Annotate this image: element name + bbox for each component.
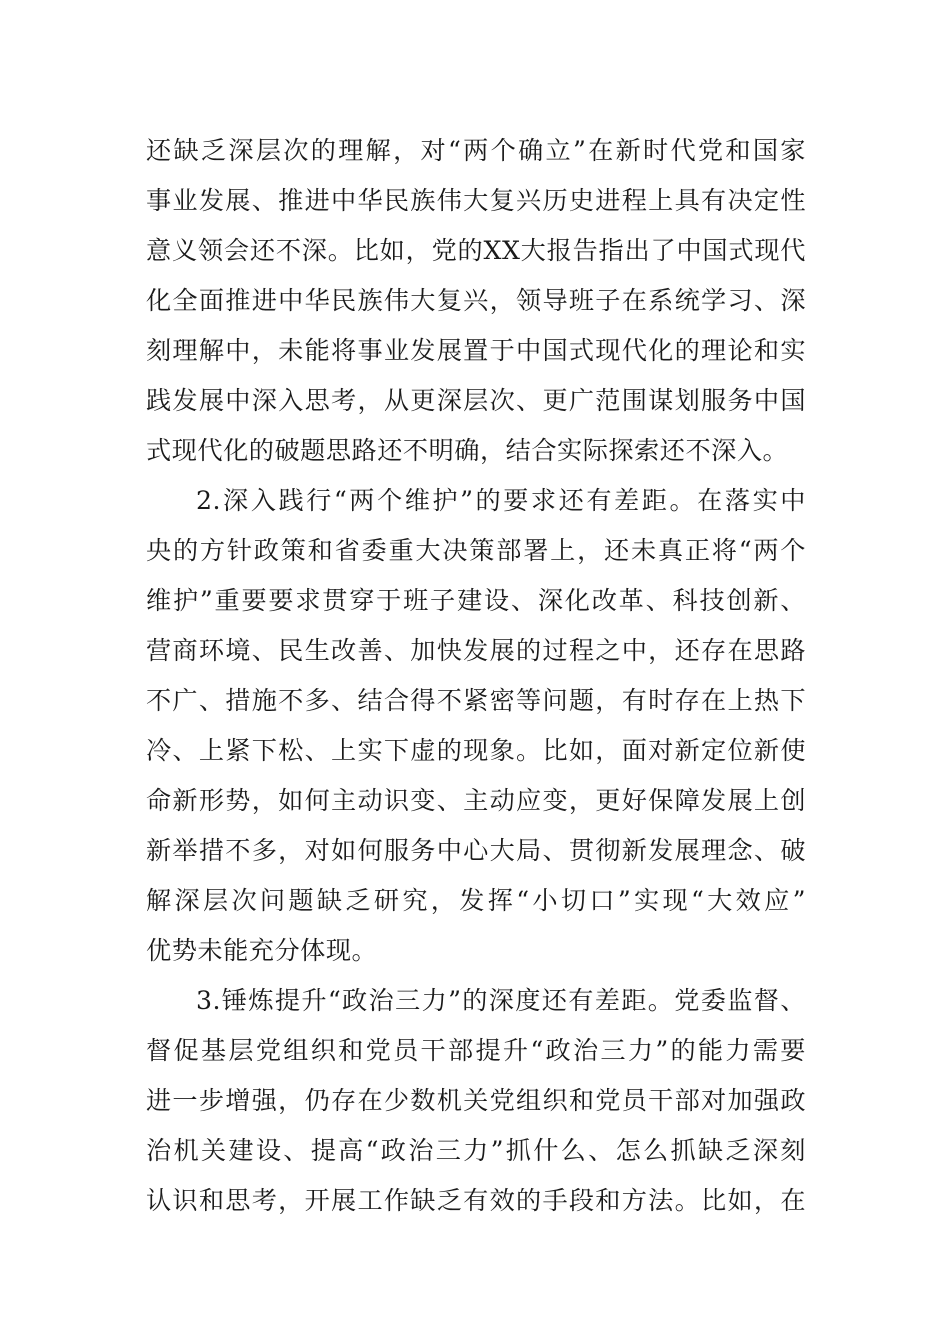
text-line: 还缺乏深层次的理解，对“两个确立”在新时代党和国家 [146,136,806,165]
text-line: 践发展中深入思考，从更深层次、更广范围谋划服务中国 [146,386,806,415]
text-line: 央的方针政策和省委重大决策部署上，还未真正将“两个 [146,536,806,565]
text-line: 新举措不多，对如何服务中心大局、贯彻新发展理念、破 [146,836,806,865]
text-line: 解深层次问题缺乏研究，发挥“小切口”实现“大效应” [146,886,806,915]
text-line: 不广、措施不多、结合得不紧密等问题，有时存在上热下 [146,686,806,715]
text-line: 营商环境、民生改善、加快发展的过程之中，还存在思路 [146,636,806,665]
body-text [146,126,806,1226]
text-line: 督促基层党组织和党员干部提升“政治三力”的能力需要 [146,1036,806,1065]
text-line: 化全面推进中华民族伟大复兴，领导班子在系统学习、深 [146,286,806,315]
section-heading-line: 2.深入践行“两个维护”的要求还有差距。在落实中 [196,486,806,515]
text-line: 冷、上紧下松、上实下虚的现象。比如，面对新定位新使 [146,736,806,765]
text-line: 维护”重要要求贯穿于班子建设、深化改革、科技创新、 [146,586,806,615]
text-line: 命新形势，如何主动识变、主动应变，更好保障发展上创 [146,786,806,815]
text-line: 优势未能充分体现。 [146,936,378,965]
text-line: 进一步增强，仍存在少数机关党组织和党员干部对加强政 [146,1086,806,1115]
text-line: 认识和思考，开展工作缺乏有效的手段和方法。比如，在 [146,1186,806,1215]
text-line: 事业发展、推进中华民族伟大复兴历史进程上具有决定性 [146,186,806,215]
text-line: 刻理解中，未能将事业发展置于中国式现代化的理论和实 [146,336,806,365]
section-heading-line: 3.锤炼提升“政治三力”的深度还有差距。党委监督、 [196,986,806,1015]
text-line: 意义领会还不深。比如，党的XX大报告指出了中国式现代 [146,236,806,265]
text-line: 式现代化的破题思路还不明确，结合实际探索还不深入。 [146,436,789,465]
text-line: 治机关建设、提高“政治三力”抓什么、怎么抓缺乏深刻 [146,1136,806,1165]
